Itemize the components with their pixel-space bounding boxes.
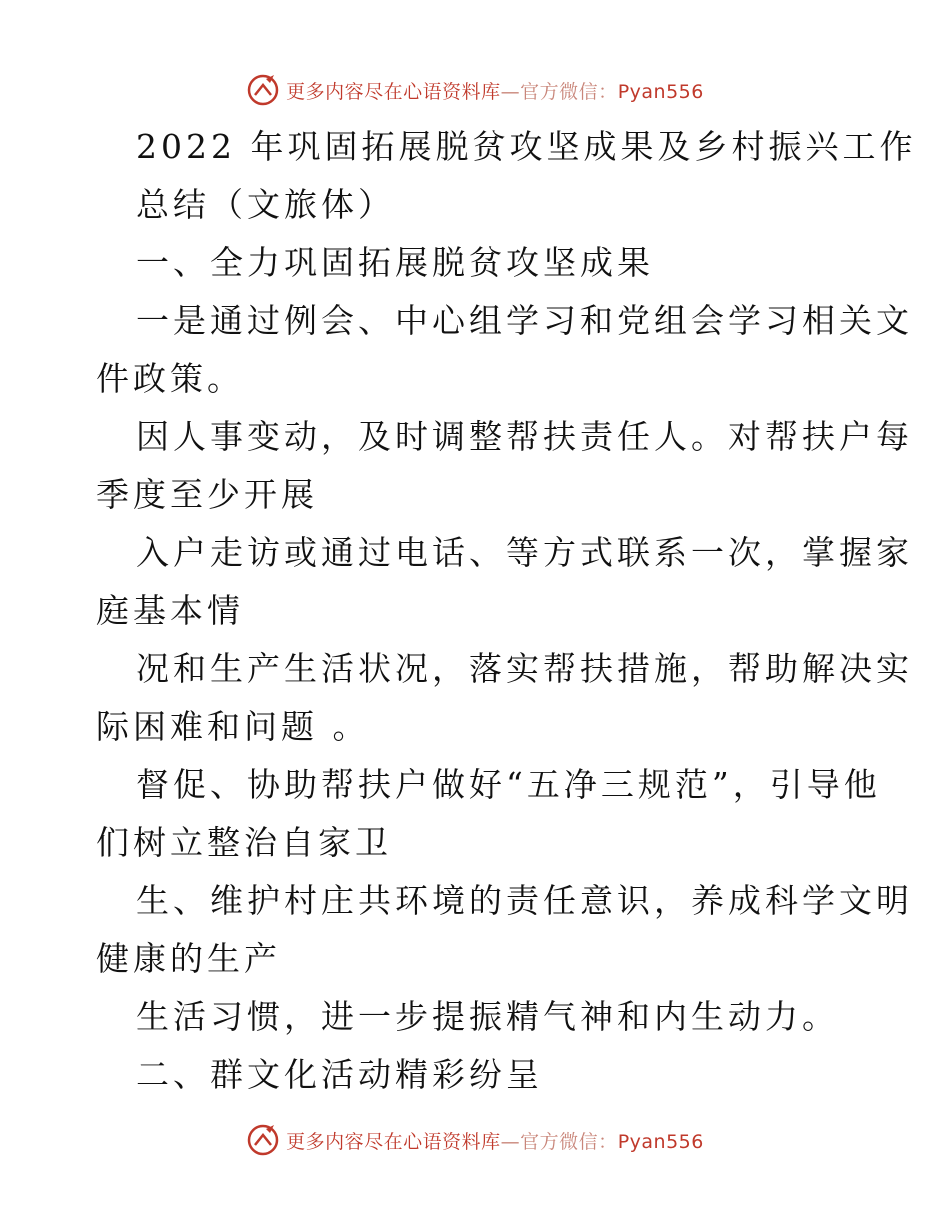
- book-quill-icon: [246, 73, 280, 107]
- watermark-main-text: 更多内容尽在心语资料库: [286, 1130, 501, 1153]
- watermark-separator-text: —官方微信：: [500, 1130, 618, 1153]
- watermark-id-text: Pyan556: [617, 80, 704, 103]
- document-body: [96, 118, 917, 1104]
- paragraph-line: 健康的生产: [96, 939, 281, 978]
- section-heading-2: 二、群文化活动精彩纷呈: [136, 1055, 543, 1094]
- paragraph-line: 督促、协助帮扶户做好“五净三规范”，引导他: [136, 765, 881, 804]
- book-quill-icon: [246, 1123, 280, 1157]
- paragraph-line: 季度至少开展: [96, 475, 318, 514]
- watermark-separator-text: —官方微信：: [500, 80, 618, 103]
- watermark-header: [0, 72, 950, 108]
- paragraph-line: 因人事变动，及时调整帮扶责任人。对帮扶户每: [136, 417, 913, 456]
- paragraph-line: 际困难和问题 。: [96, 707, 370, 746]
- paragraph-line: 庭基本情: [96, 591, 244, 630]
- paragraph-line: 一是通过例会、中心组学习和党组会学习相关文: [136, 301, 913, 340]
- doc-title-line-1: 2022 年巩固拓展脱贫攻坚成果及乡村振兴工作: [136, 127, 917, 166]
- paragraph-line: 生活习惯，进一步提振精气神和内生动力。: [136, 997, 839, 1036]
- doc-title-line-2: 总结（文旅体）: [136, 185, 395, 224]
- section-heading-1: 一、全力巩固拓展脱贫攻坚成果: [136, 243, 654, 282]
- paragraph-line: 件政策。: [96, 359, 244, 398]
- watermark-main-text: 更多内容尽在心语资料库: [286, 80, 501, 103]
- paragraph-line: 生、维护村庄共环境的责任意识，养成科学文明: [136, 881, 913, 920]
- paragraph-line: 入户走访或通过电话、等方式联系一次，掌握家: [136, 533, 913, 572]
- paragraph-line: 况和生产生活状况，落实帮扶措施，帮助解决实: [136, 649, 913, 688]
- watermark-footer: [0, 1122, 950, 1158]
- watermark-id-text: Pyan556: [617, 1130, 704, 1153]
- paragraph-line: 们树立整治自家卫: [96, 823, 392, 862]
